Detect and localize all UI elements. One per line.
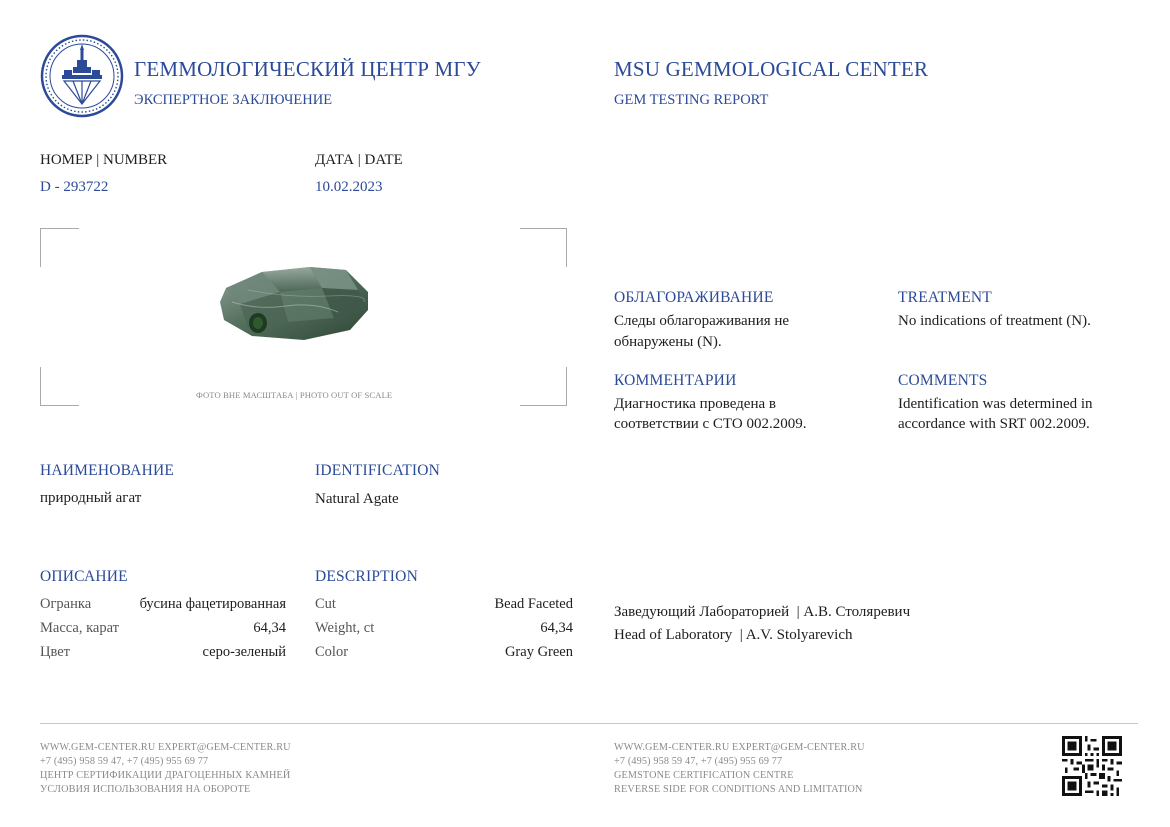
en-footer-line: WWW.GEM-CENTER.RU EXPERT@GEM-CENTER.RU [614, 742, 865, 753]
qr-code-icon[interactable] [1062, 736, 1122, 796]
ru-color-label: Цвет [40, 644, 71, 660]
en-comments-text-line1: Identification was determined in [898, 396, 1093, 412]
ru-footer-line: WWW.GEM-CENTER.RU EXPERT@GEM-CENTER.RU [40, 742, 291, 753]
ru-comments-text-line2: соответствии с СТО 002.2009. [614, 416, 807, 432]
footer-divider [40, 723, 1138, 724]
en-description-row [315, 620, 573, 642]
en-identification-value: Natural Agate [315, 491, 399, 507]
number-value: D - 293722 [40, 179, 109, 195]
en-identification-heading: IDENTIFICATION [315, 462, 441, 479]
ru-footer-line: УСЛОВИЯ ИСПОЛЬЗОВАНИЯ НА ОБОРОТЕ [40, 784, 251, 795]
en-comments-text-line2: accordance with SRT 002.2009. [898, 416, 1090, 432]
date-value: 10.02.2023 [315, 179, 383, 195]
en-cut-value: Bead Faceted [494, 596, 573, 612]
ru-description-row [40, 620, 286, 642]
en-treatment-text: No indications of treatment (N). [898, 313, 1091, 329]
ru-footer [40, 741, 291, 797]
ru-identification-value: природный агат [40, 490, 142, 506]
ru-treatment-text-line2: обнаружены (N). [614, 334, 722, 350]
en-report-subtitle: GEM TESTING REPORT [614, 92, 769, 108]
ru-footer-line: +7 (495) 958 59 47, +7 (495) 955 69 77 [40, 756, 209, 767]
en-description-row [315, 596, 573, 618]
ru-description-heading: ОПИСАНИЕ [40, 568, 128, 585]
frame-corner-bottom-right [520, 367, 567, 406]
ru-color-value: серо-зеленый [202, 644, 286, 660]
ru-footer-line: ЦЕНТР СЕРТИФИКАЦИИ ДРАГОЦЕННЫХ КАМНЕЙ [40, 770, 291, 781]
ru-description-row [40, 644, 286, 666]
ru-cut-value: бусина фацетированная [139, 596, 286, 612]
en-footer-line: GEMSTONE CERTIFICATION CENTRE [614, 770, 794, 781]
ru-comments-text-line1: Диагностика проведена в [614, 396, 776, 412]
en-description-row [315, 644, 573, 666]
frame-corner-top-right [520, 228, 567, 267]
ru-cut-label: Огранка [40, 596, 92, 612]
en-description-heading: DESCRIPTION [315, 568, 418, 585]
en-cut-label: Cut [315, 596, 336, 612]
en-weight-label: Weight, ct [315, 620, 375, 636]
frame-corner-bottom-left [40, 367, 79, 406]
ru-treatment-heading: ОБЛАГОРАЖИВАНИЕ [614, 289, 774, 306]
frame-corner-top-left [40, 228, 79, 267]
photo-caption: ФОТО ВНЕ МАСШТАБА | PHOTO OUT OF SCALE [196, 390, 393, 400]
ru-description-row [40, 596, 286, 618]
en-footer-line: +7 (495) 958 59 47, +7 (495) 955 69 77 [614, 756, 783, 767]
ru-center-title: ГЕММОЛОГИЧЕСКИЙ ЦЕНТР МГУ [134, 57, 481, 81]
en-weight-value: 64,34 [540, 620, 573, 636]
en-signature: Head of Laboratory | A.V. Stolyarevich [614, 627, 853, 643]
en-center-title: MSU GEMMOLOGICAL CENTER [614, 57, 929, 81]
ru-weight-label: Масса, карат [40, 620, 119, 636]
ru-signature: Заведующий Лабораторией | А.В. Столяревич [614, 604, 911, 620]
en-color-value: Gray Green [504, 644, 573, 660]
en-treatment-heading: TREATMENT [898, 289, 992, 306]
ru-weight-value: 64,34 [253, 620, 286, 636]
date-label: ДАТА | DATE [315, 152, 403, 168]
msu-logo-icon [40, 34, 124, 118]
number-label: НОМЕР | NUMBER [40, 152, 168, 168]
ru-comments-heading: КОММЕНТАРИИ [614, 372, 737, 389]
gemstone-photo [218, 262, 376, 344]
en-footer [614, 741, 865, 797]
en-footer-line: REVERSE SIDE FOR CONDITIONS AND LIMITATION [614, 784, 863, 795]
ru-report-subtitle: ЭКСПЕРТНОЕ ЗАКЛЮЧЕНИЕ [134, 92, 333, 108]
ru-identification-heading: НАИМЕНОВАНИЕ [40, 462, 175, 479]
ru-treatment-text-line1: Следы облагораживания не [614, 313, 790, 329]
en-color-label: Color [315, 644, 349, 660]
en-comments-heading: COMMENTS [898, 372, 988, 389]
